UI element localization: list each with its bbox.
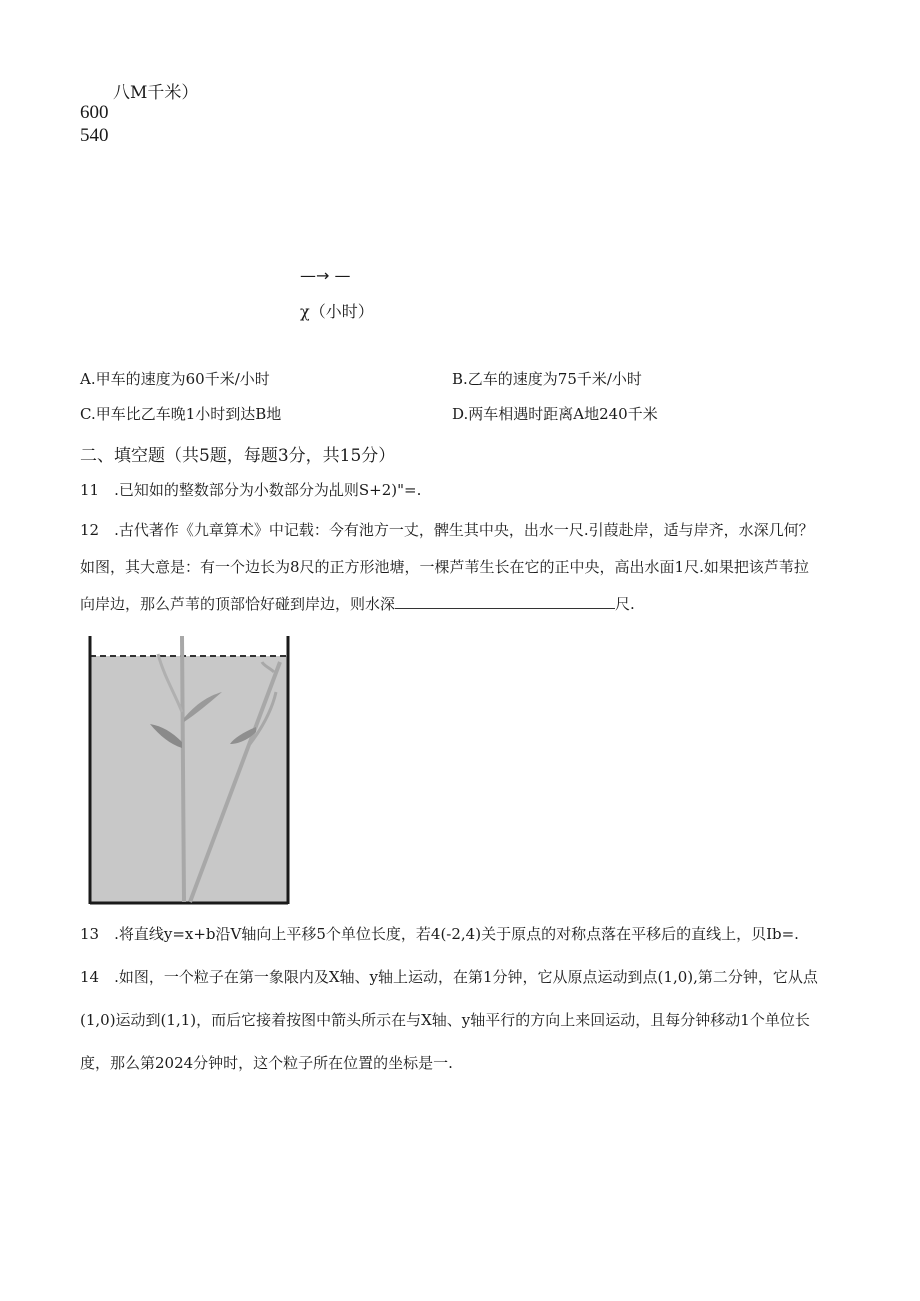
section-title: 二、填空题（共5题，每题3分，共15分） <box>80 446 396 466</box>
question-14-line-3: 度，那么第2024分钟时，这个粒子所在位置的坐标是一. <box>80 1054 453 1072</box>
pond-reed-figure <box>78 632 294 908</box>
y-axis-label: 八M千米） <box>113 83 199 103</box>
question-11: 11 .已知如的整数部分为小数部分为乩则S+2)"=. <box>80 481 422 499</box>
answer-blank[interactable] <box>395 607 615 609</box>
question-12-line-2: 如图，其大意是：有一个边长为8尺的正方形池塘，一棵芦苇生长在它的正中央，高出水面1尺.如果把该芦苇拉 <box>80 558 809 576</box>
y-tick-600: 600 <box>80 102 109 123</box>
question-12-text-after-blank: 尺. <box>615 595 635 613</box>
option-d: D.两车相遇时距离A地240千米 <box>452 405 658 423</box>
option-a: A.甲车的速度为60千米/小时 <box>80 370 270 388</box>
question-12-line-1: 12 .古代著作《九章算术》中记载：今有池方一丈，髀生其中央，出水一尺.引葭赴岸，适与岸齐，水深几何？ <box>80 521 814 539</box>
option-c: C.甲车比乙车晚1小时到达B地 <box>80 405 282 423</box>
question-12-text-before-blank: 向岸边，那么芦苇的顶部恰好碰到岸边，则水深 <box>80 595 396 613</box>
question-12-line-3 <box>80 597 635 612</box>
question-14-line-1: 14 .如图，一个粒子在第一象限内及X轴、y轴上运动，在第1分钟，它从原点运动到点(1,0),第二分钟，它从点 <box>80 968 818 986</box>
question-14-line-2: (1,0)运动到(1,1)，而后它接着按图中箭头所示在与X轴、y轴平行的方向上来回运动，且每分钟移动1个单位长 <box>80 1011 810 1029</box>
pond-water <box>90 656 288 902</box>
question-13: 13 .将直线y=x+b沿V轴向上平移5个单位长度，若4(-2,4)关于原点的对称点落在平移后的直线上，贝Ib=. <box>80 925 799 943</box>
y-tick-540: 540 <box>80 125 109 146</box>
x-axis-label: χ（小时） <box>300 302 374 321</box>
x-axis-arrow: —→ — <box>300 266 351 285</box>
reed-upright-stem <box>182 636 184 902</box>
option-b: B.乙车的速度为75千米/小时 <box>452 370 642 388</box>
